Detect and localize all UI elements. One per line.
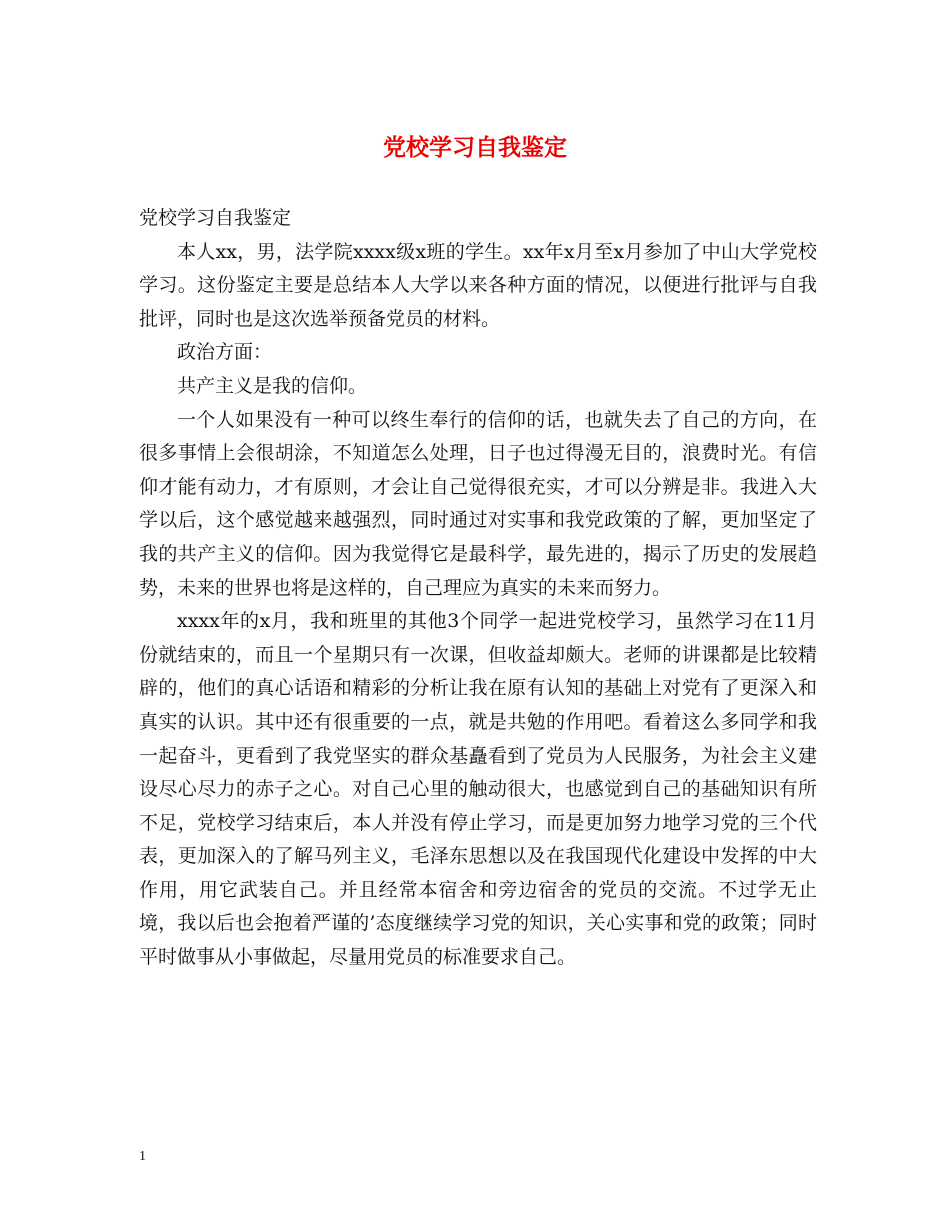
paragraph-party-school: xxxx年的x月，我和班里的其他3个同学一起进党校学习，虽然学习在11月份就结束的，而且一个星期只有一次课，但收益却颇大。老师的讲课都是比较精辟的，他们的真心话语和精彩的分析让我在原有认知的基础上对党有了更深入和真实的认识。其中还有很重要的一点，就是共勉的作用吧。看着这么多同学和我一起奋斗，更看到了我党坚实的群众基矗看到了党员为人民服务，为社会主义建设尽心尽力的赤子之心。对自己心里的触动很大，也感觉到自己的基础知识有所不足，党校学习结束后，本人并没有停止学习，而是更加努力地学习党的三个代表，更加深入的了解马列主义，毛泽东思想以及在我国现代化建设中发挥的中大作用，用它武装自己。并且经常本宿舍和旁边宿舍的党员的交流。不过学无止境，我以后也会抱着严谨的’态度继续学习党的知识，关心实事和党的政策；同时平时做事从小事做起，尽量用党员的标准要求自己。	[139, 610, 817, 969]
document-subtitle: 党校学习自我鉴定	[139, 207, 292, 229]
document-body	[139, 202, 817, 975]
page-number: 1	[139, 1149, 146, 1164]
paragraph-intro: 本人xx，男，法学院xxxx级x班的学生。xx年x月至x月参加了中山大学党校学习。这份鉴定主要是总结本人大学以来各种方面的情况，以便进行批评与自我批评，同时也是这次选举预备党员的材料。	[139, 240, 817, 330]
paragraph-faith: 一个人如果没有一种可以终生奉行的信仰的话，也就失去了自己的方向，在很多事情上会很胡涂，不知道怎么处理，日子也过得漫无目的，浪费时光。有信仰才能有动力，才有原则，才会让自己觉得很充实，才可以分辨是非。我进入大学以后，这个感觉越来越强烈，同时通过对实事和我党政策的了解，更加坚定了我的共产主义的信仰。因为我觉得它是最科学，最先进的，揭示了历史的发展趋势，未来的世界也将是这样的，自己理应为真实的未来而努力。	[139, 408, 817, 599]
document-title: 党校学习自我鉴定	[383, 134, 567, 161]
paragraph-belief: 共产主义是我的信仰。	[177, 374, 368, 397]
section-heading-politics: 政治方面：	[177, 341, 273, 364]
